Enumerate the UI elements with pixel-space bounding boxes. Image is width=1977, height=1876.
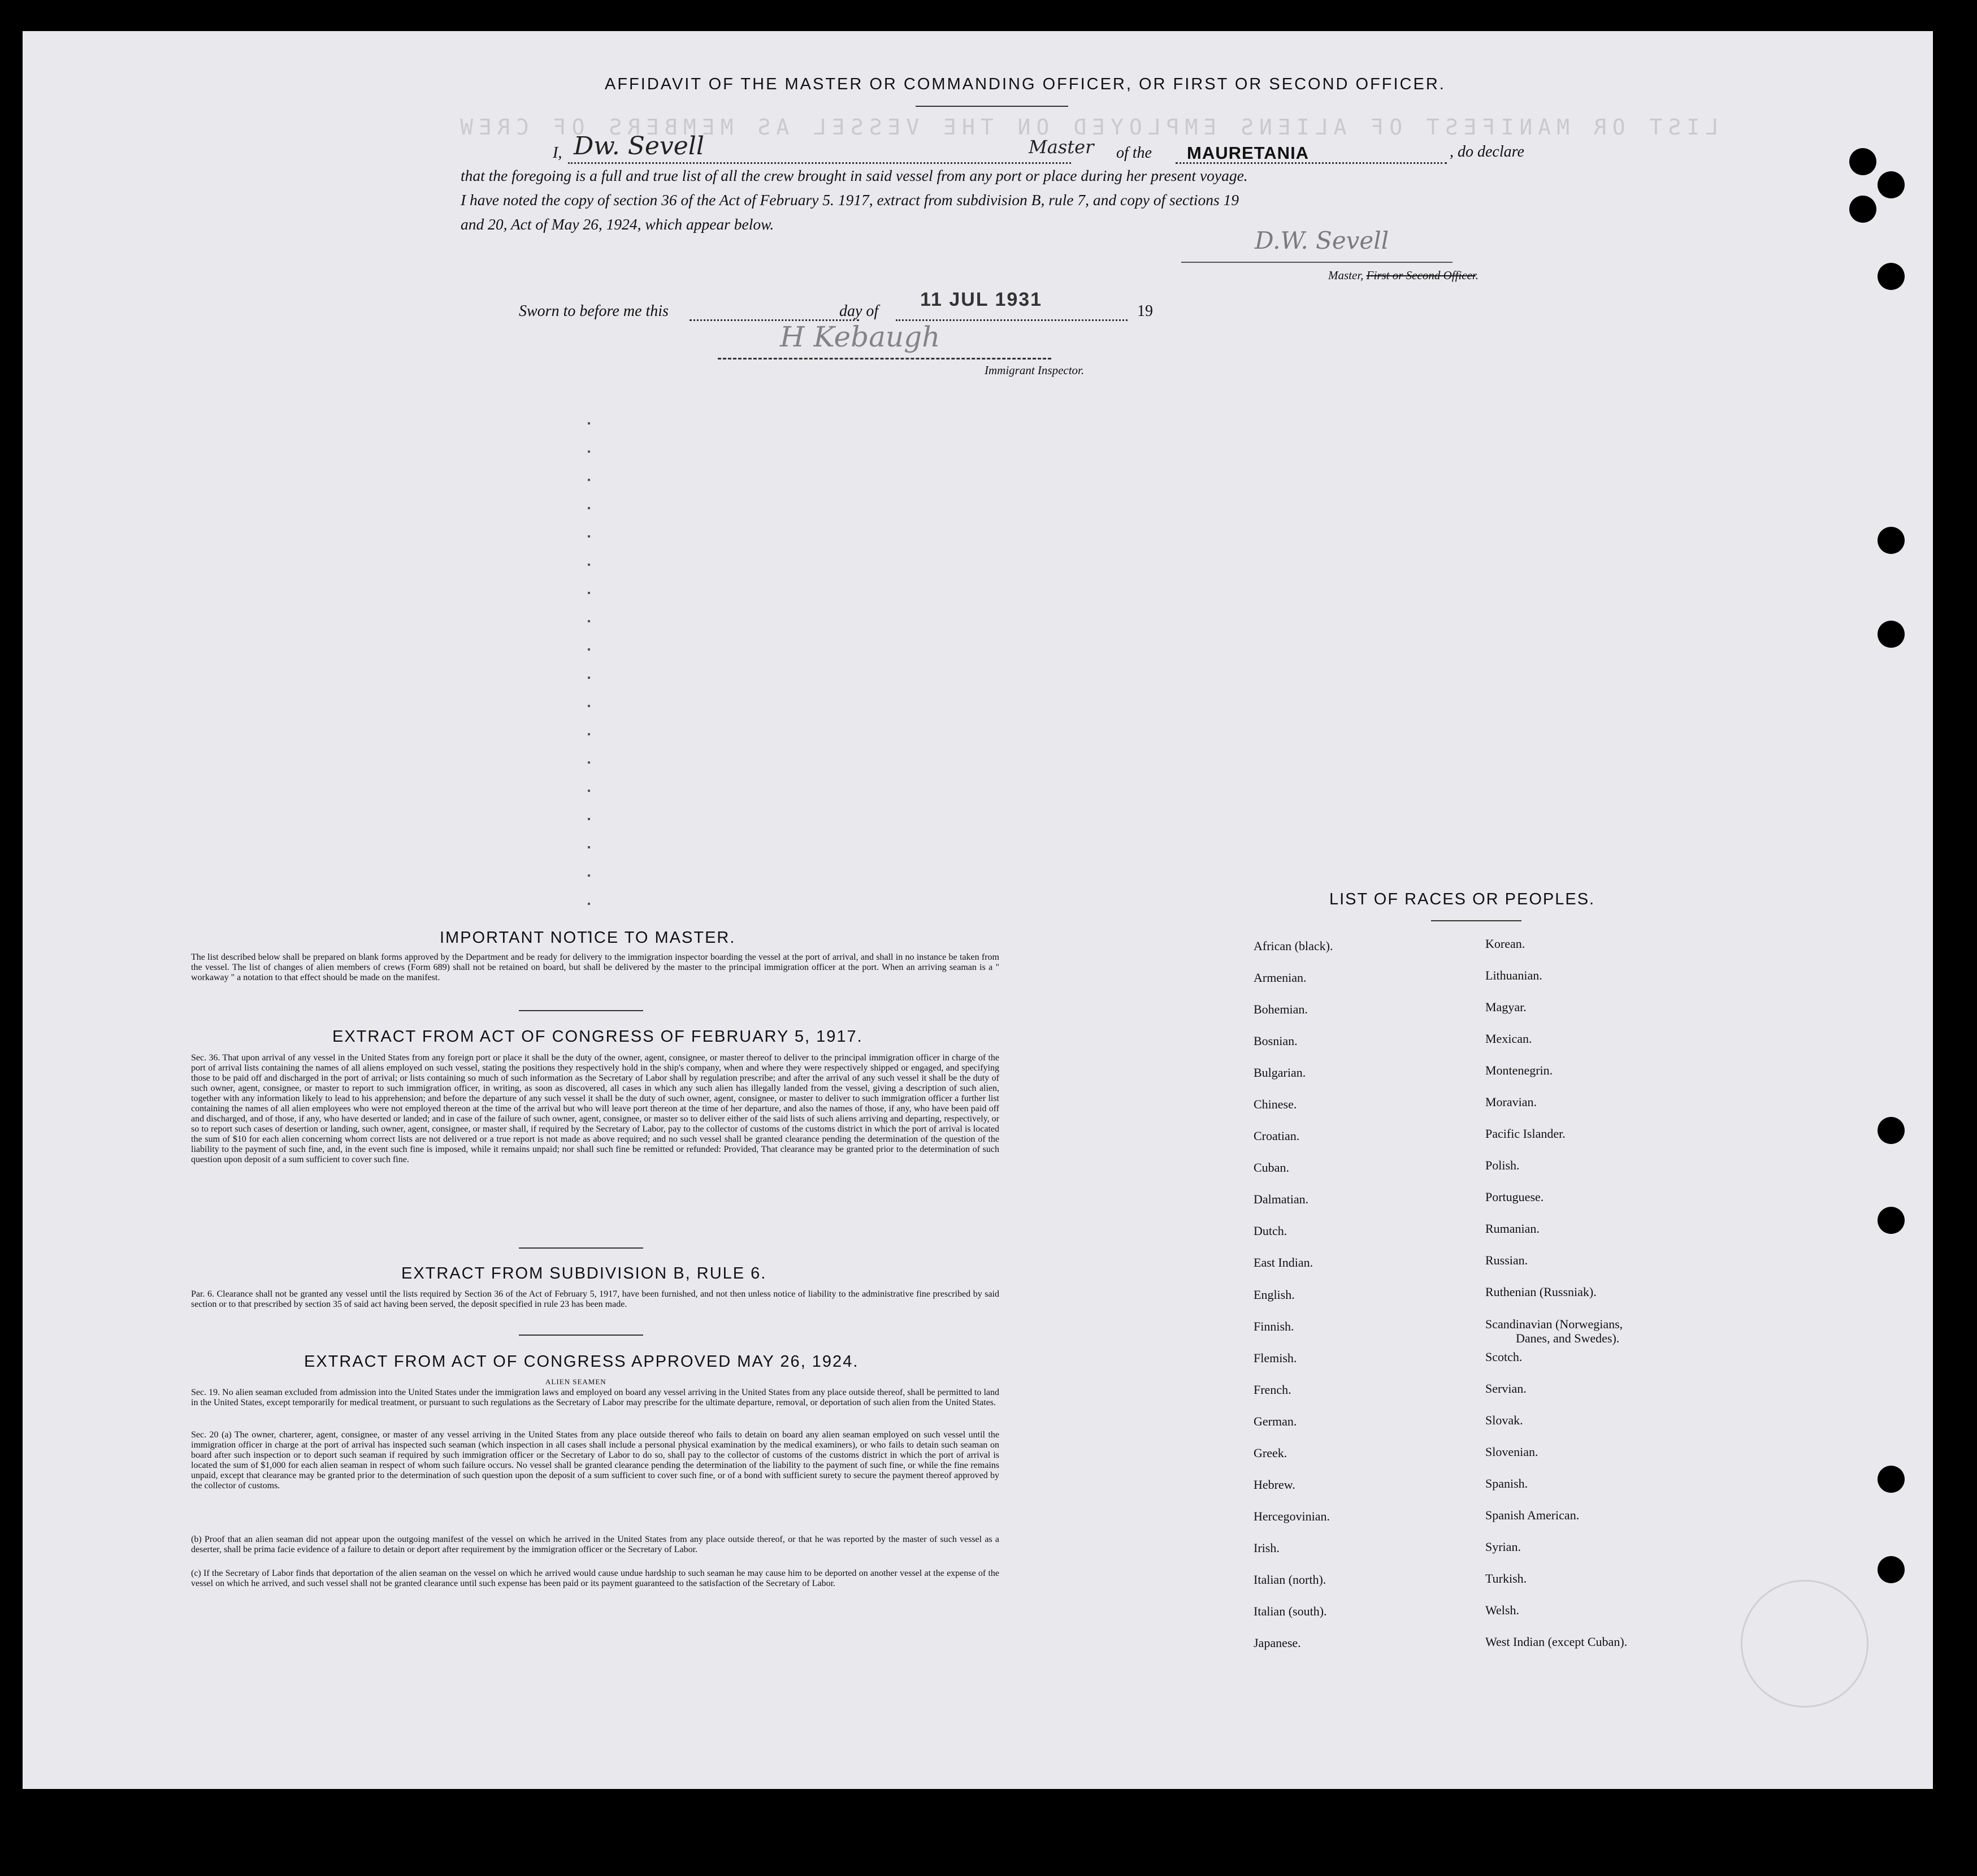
signer-title [1328,268,1479,283]
signer-title-master: Master, [1328,268,1367,282]
notice-divider [519,1010,643,1011]
race-right-item: Lithuanian. [1485,968,1542,982]
race-left-item: Bosnian. [1254,1034,1298,1048]
race-left-item: Italian (south). [1254,1604,1327,1618]
extract-1917-divider [519,1247,643,1249]
of-the-text: of the [1116,144,1152,162]
date-stamp: 11 JUL 1931 [920,289,1043,310]
race-left-item: Hercegovinian. [1254,1509,1330,1523]
race-right-item: Korean. [1485,937,1525,951]
master-name-handwritten: Dw. Sevell [574,132,704,161]
margin-tick [588,761,590,764]
race-left-item: Croatian. [1254,1129,1300,1143]
punch-hole [1878,1466,1905,1493]
margin-tick [588,818,590,820]
notice-text: The list described below shall be prepared on blank forms approved by the Department and be ready for delivery to the immigration inspector boarding the vessel at the port of arrival, and shall in no instance be taken from the vessel. The list of changes of alien members of crews (Form 689) shall not be retained on board, but shall be delivered by the master to the principal immigration officer at the port. When an arriving seaman is a " workaway " a notation to that effect should be made on the manifest. [191,952,999,982]
race-right-item: Spanish American. [1485,1508,1580,1522]
race-right-item: Spanish. [1485,1476,1528,1491]
race-right-item: Rumanian. [1485,1221,1540,1236]
margin-tick [588,705,590,707]
race-left-item: Italian (north). [1254,1572,1326,1587]
race-left-item: French. [1254,1383,1291,1397]
punch-hole [1878,1556,1905,1583]
margin-tick [588,648,590,651]
name-line [568,162,1071,164]
race-right-item: Polish. [1485,1158,1520,1172]
race-right-item: Syrian. [1485,1540,1521,1554]
margin-tick [588,592,590,594]
punch-hole [1849,148,1876,175]
race-left-item: Finnish. [1254,1319,1294,1333]
extract-1924-subtitle: ALIEN SEAMEN [545,1377,606,1386]
rule6-divider [519,1335,643,1336]
punch-hole [1849,196,1876,223]
faint-seal [1741,1580,1868,1708]
margin-tick [588,450,590,453]
race-left-item: Dalmatian. [1254,1192,1309,1206]
race-left-item: Irish. [1254,1541,1280,1555]
signer-title-struck: First or Second Officer [1366,268,1476,282]
extract-1917-title: EXTRACT FROM ACT OF CONGRESS OF FEBRUARY 5, 1917. [332,1028,863,1046]
races-title: LIST OF RACES OR PEOPLES. [1329,890,1596,908]
punch-hole [1878,621,1905,648]
race-left-item: Japanese. [1254,1636,1301,1650]
race-left-item: Bohemian. [1254,1002,1308,1016]
rule6-text: Par. 6. Clearance shall not be granted any vessel until the lists required by Section 36 of the Act of February 5, 1917, have been furnished, and not then unless notice of liability to the administrative fine prescribed by said section or to that prescribed by section 35 of said act having been served, the deposit specified in rule 23 has been made. [191,1289,999,1309]
races-divider [1431,920,1521,921]
race-right-item: West Indian (except Cuban). [1485,1635,1628,1649]
race-right-item: Magyar. [1485,1000,1527,1014]
rank-handwritten: Master [1029,136,1094,158]
race-right-item: Servian. [1485,1381,1527,1396]
document-page [23,31,1933,1789]
punch-hole [1878,527,1905,554]
do-declare-text: , do declare [1450,143,1524,161]
margin-tick [588,790,590,792]
extract-1924-sec19: Sec. 19. No alien seaman excluded from admission into the United States under the immigration laws and employed on board any vessel arriving in the United States from any place outside thereof, shall be permitted to land in the United States, except temporarily for medical treatment, or pursuant to such regulations as the Secretary of Labor may prescribe for the ultimate departure, removal, or deportation of such alien from the United States. [191,1388,999,1407]
master-signature: D.W. Sevell [1255,227,1389,254]
punch-hole [1878,1207,1905,1234]
race-left-item: Bulgarian. [1254,1065,1306,1080]
affidavit-line3: I have noted the copy of section 36 of the Act of February 5. 1917, extract from subdivision B, rule 7, and copy of sections 19 [461,191,1239,209]
margin-tick [588,903,590,905]
race-right-item: Moravian. [1485,1095,1537,1109]
signature-line [1181,262,1453,263]
race-right-item: Turkish. [1485,1571,1527,1585]
race-right-item: Mexican. [1485,1032,1532,1046]
inspector-line [718,358,1051,359]
margin-tick [588,507,590,509]
margin-tick [588,535,590,538]
signer-title-end: . [1475,268,1479,282]
bleed-through-text: LIST OR MANIFEST OF ALIENS EMPLOYED ON THE VESSEL AS MEMBERS OF CREW [454,115,1718,140]
affidavit-line4: and 20, Act of May 26, 1924, which appear below. [461,215,774,233]
race-right-item: Montenegrin. [1485,1063,1553,1077]
race-left-item: German. [1254,1414,1297,1428]
punch-hole [1878,171,1905,198]
race-right-item: Pacific Islander. [1485,1127,1566,1141]
vessel-name: MAURETANIA [1187,143,1310,163]
race-left-item: Hebrew. [1254,1478,1295,1492]
margin-tick [588,620,590,622]
race-right-item-cont: Danes, and Swedes). [1516,1331,1620,1345]
rule6-title: EXTRACT FROM SUBDIVISION B, RULE 6. [401,1264,767,1283]
punch-hole [1878,263,1905,290]
extract-1917-text: Sec. 36. That upon arrival of any vessel in the United States from any foreign port or place it shall be the duty of the owner, agent, consignee, or master thereof to deliver to the principal immigration officer in charge of the port of arrival lists containing the names of all aliens employed on such vessel, stating the positions they respectively hold in the ship's company, when and where they were respectively shipped or engaged, and specifying those to be paid off and discharged in the port of arrival; or lists containing so much of such information as the Secretary of Labor shall by regulation prescribe; and after the arrival of any such vessel it shall be the duty of such owner, agent, consignee, or master to report to such immigration officer, in writing, as soon as discovered, all cases in which any such alien has illegally landed from the vessel, giving a description of such alien, together with any information likely to lead to his apprehension; and before the departure of any such vessel it shall be the duty of such owner, agent, consignee, or master to deliver to such immigration officer a further list containing the names of all alien employees who were not employed thereon at the time of the arrival but who will leave port thereon at the time of her departure, and also the names of those, if any, who have been paid off and discharged, and of those, if any, who have deserted or landed; and in case of the failure of such owner, agent, consignee, or master so to deliver either of the said lists of such aliens arriving and departing, respectively, or so to report such cases of desertion or landing, such owner, agent, consignee, or master shall, if required by the Secretary of Labor, pay to the collector of customs of the customs district in which the port of arrival is located the sum of $10 for each alien concerning whom correct lists are not delivered or a true report is not made as above required; and no such vessel shall be granted clearance pending the determination of the question of the liability to the payment of such fine, and, in the event such fine is imposed, while it remains unpaid; nor shall such fine be remitted or refunded: Provided, That clearance may be granted prior to the determination of such question upon deposit of a sum sufficient to cover such fine. [191,1053,999,1164]
vessel-line [1176,162,1447,164]
race-left-item: Cuban. [1254,1160,1289,1175]
margin-tick [588,479,590,481]
race-left-item: Armenian. [1254,971,1307,985]
margin-tick [588,564,590,566]
race-right-item: Scotch. [1485,1350,1523,1364]
race-left-item: Greek. [1254,1446,1287,1460]
race-right-item: Scandinavian (Norwegians, [1485,1317,1623,1331]
affidavit-line1-prefix: I, [553,144,562,162]
race-right-item: Slovak. [1485,1413,1523,1427]
inspector-title: Immigrant Inspector. [985,363,1085,377]
race-right-item: Portuguese. [1485,1190,1544,1204]
title-divider [916,106,1068,107]
margin-tick [588,733,590,735]
race-left-item: Chinese. [1254,1097,1297,1111]
year-prefix: 19 [1137,302,1153,320]
affidavit-title: AFFIDAVIT OF THE MASTER OR COMMANDING OFFICER, OR FIRST OR SECOND OFFICER. [605,75,1446,93]
race-left-item: Flemish. [1254,1351,1297,1365]
margin-tick [588,874,590,877]
race-right-item: Welsh. [1485,1603,1519,1617]
sworn-prefix: Sworn to before me this [519,302,669,320]
punch-hole [1878,1117,1905,1144]
margin-tick [588,422,590,424]
extract-1924-sec20a: Sec. 20 (a) The owner, charterer, agent, consignee, or master of any vessel arriving in the United States from any place outside thereof who fails to detain on board any alien seaman employed on such vessel until the immigration officer in charge at the port of arrival has inspected such seaman (which inspection in all cases shall include a personal physical examination by the medical examiners), or who fails to detain such seaman on board after such inspection or to deport such seaman if required by such immigration officer or the Secretary of Labor to do so, shall pay to the collector of customs of the customs district in which the port of arrival is located the sum of $1,000 for each alien seaman in respect of whom such failure occurs. No vessel shall be granted clearance pending the determination of the liability to the payment of such fine, or while the fine remains unpaid, except that clearance may be granted prior to the determination of such question upon the deposit of a sum sufficient to cover such fine, or of a bond with sufficient surety to secure the payment thereof approved by the collector of customs. [191,1430,999,1491]
inspector-signature: H Kebaugh [780,320,940,353]
extract-1924-title: EXTRACT FROM ACT OF CONGRESS APPROVED MAY 26, 1924. [304,1353,859,1371]
race-left-item: Dutch. [1254,1224,1287,1238]
race-right-item: Russian. [1485,1253,1528,1267]
margin-tick [588,846,590,848]
affidavit-line2: that the foregoing is a full and true list of all the crew brought in said vessel from any port or place during her present voyage. [461,167,1248,184]
race-right-item: Slovenian. [1485,1445,1538,1459]
race-left-item: English. [1254,1288,1295,1302]
day-of-text: day of [839,302,879,320]
margin-tick [588,677,590,679]
race-left-item: African (black). [1254,939,1333,953]
extract-1924-sec20c: (c) If the Secretary of Labor finds that deportation of the alien seaman on the vessel on which he arrived would cause undue hardship to such seaman he may cause him to be deported on another vessel at the expense of the vessel on which he arrived, and such vessel shall not be granted clearance until such expense has been paid or its payment guaranteed to the satisfaction of the Secretary of Labor. [191,1569,999,1588]
race-left-item: East Indian. [1254,1255,1313,1270]
notice-title: IMPORTANT NOTICE TO MASTER. [440,929,736,947]
extract-1924-sec20b: (b) Proof that an alien seaman did not appear upon the outgoing manifest of the vessel on which he arrived in the United States from any place outside thereof, or that he was reported by the master of such vessel as a deserter, shall be prima facie evidence of a failure to detain or deport after requirement by the immigration officer or the Secretary of Labor. [191,1535,999,1554]
race-right-item: Ruthenian (Russniak). [1485,1285,1597,1299]
